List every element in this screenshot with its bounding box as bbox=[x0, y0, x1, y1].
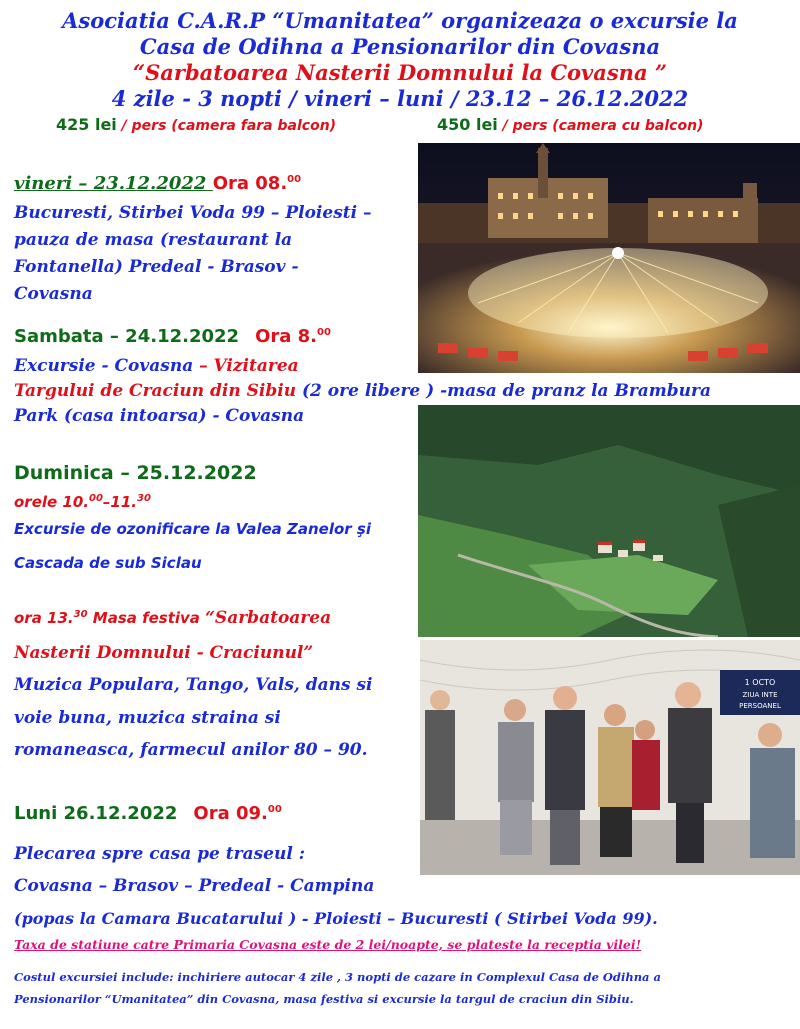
festive-time-sup: 30 bbox=[73, 609, 88, 620]
day3-line-2: Cascada de sub Siclau bbox=[14, 554, 202, 572]
day4-header bbox=[14, 803, 282, 824]
day3-hours-sup1: 00 bbox=[89, 493, 103, 504]
cost-note-line-1: Costul excursiei include: inchiriere autocar 4 zile , 3 nopti de cazare in Complexul Casa de Odihna a bbox=[14, 970, 661, 984]
banner-text-2: ZIUA INTE bbox=[742, 691, 778, 699]
day4-date: Luni 26.12.2022 bbox=[14, 803, 178, 824]
day2-line-3: Park (casa intoarsa) - Covasna bbox=[14, 406, 305, 426]
music-line-1: Muzica Populara, Tango, Vals, dans si bbox=[14, 675, 373, 695]
tax-note: Taxa de statiune catre Primaria Covasna este de 2 lei/noapte, se plateste la receptia vilei! bbox=[14, 937, 642, 952]
title-line-1: Asociatia C.A.R.P “Umanitatea” organizeaza o excursie la bbox=[62, 8, 738, 33]
cost-note-line-2: Pensionarilor “Umanitatea” din Covasna, masa festiva si excursie la targul de craciun din Sibiu. bbox=[14, 992, 634, 1006]
festive-time: ora 13. bbox=[14, 609, 74, 627]
day1-line-2: pauza de masa (restaurant la bbox=[14, 230, 293, 250]
day4-line-1: Plecarea spre casa pe traseul : bbox=[14, 844, 305, 864]
day1-header bbox=[14, 173, 301, 194]
day1-line-4: Covasna bbox=[14, 284, 93, 304]
title-line-3: “Sarbatoarea Nasterii Domnului la Covasna ” bbox=[133, 60, 667, 85]
festive-dinner-line-1 bbox=[14, 608, 331, 628]
title-line-4: 4 zile - 3 nopti / vineri – luni / 23.12 – 26.12.2022 bbox=[111, 86, 689, 111]
day1-hour-sup: 00 bbox=[287, 174, 302, 185]
day2-date: Sambata – 24.12.2022 bbox=[14, 326, 240, 347]
day1-line-3: Fontanella) Predeal - Brasov - bbox=[14, 257, 299, 277]
day2-line-2-a: Targului de Craciun din Sibiu bbox=[14, 381, 302, 401]
price-no-balcony bbox=[56, 115, 336, 134]
day4-line-3: (popas la Camara Bucatarului ) - Ploiesti – Bucuresti ( Stirbei Voda 99). bbox=[14, 909, 658, 928]
banner-text-3: PERSOANEL bbox=[739, 702, 781, 710]
price-no-balcony-value: 425 lei bbox=[56, 115, 117, 134]
title-line-2: Casa de Odihna a Pensionarilor din Covasna bbox=[139, 34, 661, 59]
banner-text-1: 1 OCTO bbox=[744, 678, 776, 687]
day4-hour-sup: 00 bbox=[267, 804, 282, 815]
day3-date: Duminica – 25.12.2022 bbox=[14, 462, 257, 484]
festive-title: “Sarbatoarea bbox=[205, 608, 332, 628]
day2-line-2 bbox=[14, 378, 711, 405]
price-no-balcony-note: / pers (camera fara balcon) bbox=[116, 118, 337, 134]
day3-hours-sup2: 30 bbox=[137, 493, 151, 504]
day3-hours-a: orele 10. bbox=[14, 493, 89, 511]
price-balcony-note: / pers (camera cu balcon) bbox=[497, 118, 704, 134]
day2-hour-sup: 00 bbox=[317, 327, 331, 338]
photo-festive-dance bbox=[420, 640, 800, 875]
day4-line-2: Covasna – Brasov – Predeal - Campina bbox=[14, 876, 375, 896]
photo-sibiu-christmas-market bbox=[418, 143, 800, 373]
day2-hour: Ora 8. bbox=[255, 326, 318, 347]
day1-line-1: Bucuresti, Stirbei Voda 99 – Ploiesti – bbox=[14, 203, 372, 223]
festive-label: Masa festiva bbox=[87, 609, 206, 627]
day2-line-1 bbox=[14, 353, 299, 380]
price-balcony-value: 450 lei bbox=[437, 115, 498, 134]
photo-covasna-valley bbox=[418, 405, 800, 637]
day1-hour: Ora 08. bbox=[212, 173, 288, 194]
music-line-3: romaneasca, farmecul anilor 80 – 90. bbox=[14, 740, 368, 760]
day4-hour: Ora 09. bbox=[193, 803, 268, 824]
day2-header bbox=[14, 326, 331, 347]
day3-hours-b: –11. bbox=[102, 493, 137, 511]
price-balcony bbox=[437, 115, 703, 134]
festive-dinner-line-2: Nasterii Domnului - Craciunul” bbox=[14, 643, 314, 663]
day3-line-1: Excursie de ozonificare la Valea Zanelor şi bbox=[14, 520, 371, 538]
day1-date: vineri – 23.12.2022 bbox=[14, 173, 213, 194]
music-line-2: voie buna, muzica straina si bbox=[14, 708, 281, 728]
day2-line-2-b: (2 ore libere ) -masa de pranz la Brambura bbox=[302, 381, 712, 401]
day2-line-1-b: – Vizitarea bbox=[199, 356, 299, 376]
day2-line-1-a: Excursie - Covasna bbox=[14, 356, 200, 376]
day3-hours bbox=[14, 493, 151, 511]
